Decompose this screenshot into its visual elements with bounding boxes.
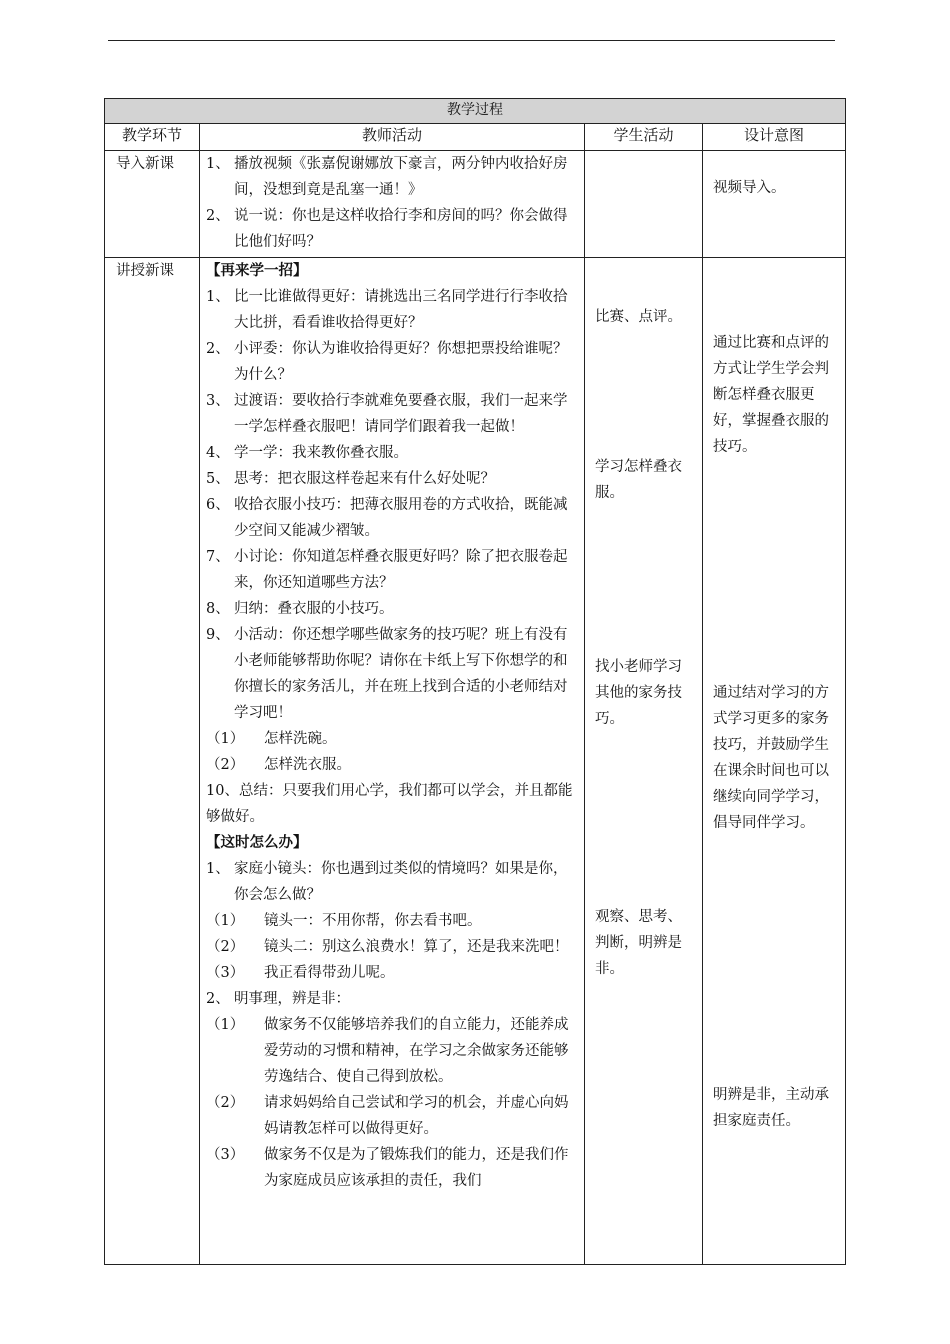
item-number: 8、 <box>206 601 230 617</box>
item-number: 3、 <box>206 393 230 409</box>
item-text: 做家务不仅能够培养我们的自立能力，还能养成爱劳动的习惯和精神，在学习之余做家务还能够劳逸结合、使自己得到放松。 <box>264 1017 569 1085</box>
item-text: 小讨论：你知道怎样叠衣服更好吗？除了把衣服卷起来，你还知道哪些方法？ <box>234 549 568 591</box>
item-text: 明事理，辨是非： <box>234 991 350 1007</box>
section-heading: 【再来学一招】 <box>206 262 308 279</box>
sub-list-item <box>206 752 578 778</box>
intent-note: 明辨是非，主动承担家庭责任。 <box>713 1087 829 1129</box>
list-item <box>206 986 578 1012</box>
header-design-intent: 设计意图 <box>703 124 846 151</box>
student-activity-lesson <box>585 258 703 1265</box>
item-text: 比一比谁做得更好：请挑选出三名同学进行行李收拾大比拼，看看谁收拾得更好？ <box>234 289 568 331</box>
item-number: 2、 <box>206 991 230 1007</box>
intent-note: 通过结对学习的方式学习更多的家务技巧，并鼓励学生在课余时间也可以继续向同学学习，倡导同伴学习。 <box>713 685 829 831</box>
stage-intro: 导入新课 <box>105 151 200 258</box>
item-number: 1、 <box>206 289 230 305</box>
list-item <box>206 203 578 255</box>
list-item <box>206 596 578 622</box>
item-number: 6、 <box>206 497 230 513</box>
list-item <box>206 544 578 596</box>
item-number: 1、 <box>206 156 230 172</box>
design-intent-lesson <box>703 258 846 1265</box>
item-number: 7、 <box>206 549 230 565</box>
stage-lesson: 讲授新课 <box>105 258 200 1265</box>
summary-text: 10、总结：只要我们用心学，我们都可以学会，并且都能够做好。 <box>206 783 573 825</box>
item-number: 1、 <box>206 861 230 877</box>
list-item <box>206 856 578 908</box>
table-title: 教学过程 <box>105 99 846 124</box>
list-item <box>206 284 578 336</box>
item-number: （3） <box>206 1147 245 1163</box>
item-number: 2、 <box>206 208 230 224</box>
item-text: 怎样洗衣服。 <box>264 757 351 773</box>
item-text: 过渡语：要收拾行李就难免要叠衣服，我们一起来学一学怎样叠衣服吧！请同学们跟着我一起做！ <box>234 393 568 435</box>
design-intent-intro <box>703 151 846 258</box>
header-stage: 教学环节 <box>105 124 200 151</box>
item-number: （1） <box>206 731 245 747</box>
table-row-intro <box>105 151 846 258</box>
list-item <box>206 336 578 388</box>
sub-list-item <box>206 1142 578 1194</box>
item-number: （1） <box>206 1017 245 1033</box>
teacher-activity-lesson <box>200 258 585 1265</box>
item-text: 小活动：你还想学哪些做家务的技巧呢？班上有没有小老师能够帮助你呢？请你在卡纸上写下你想学的和你擅长的家务活儿，并在班上找到合适的小老师结对学习吧！ <box>234 627 568 721</box>
sub-list-item <box>206 960 578 986</box>
item-number: （2） <box>206 939 245 955</box>
item-text: 镜头一：不用你帮，你去看书吧。 <box>264 913 482 929</box>
sub-list-item <box>206 726 578 752</box>
list-item <box>206 466 578 492</box>
item-text: 家庭小镜头：你也遇到过类似的情境吗？如果是你，你会怎么做？ <box>234 861 568 903</box>
list-item <box>206 440 578 466</box>
student-note: 比赛、点评。 <box>595 309 682 325</box>
item-number: 9、 <box>206 627 230 643</box>
sub-list-item <box>206 1012 578 1090</box>
list-item <box>206 492 578 544</box>
teacher-activity-intro <box>200 151 585 258</box>
item-text: 学一学：我来教你叠衣服。 <box>234 445 408 461</box>
section-heading: 【这时怎么办】 <box>206 834 308 851</box>
item-number: （2） <box>206 1095 245 1111</box>
item-text: 说一说：你也是这样收拾行李和房间的吗？你会做得比他们好吗？ <box>234 208 568 250</box>
teaching-process-table <box>104 98 846 1265</box>
intent-note: 通过比赛和点评的方式让学生学会判断怎样叠衣服更好，掌握叠衣服的技巧。 <box>713 335 829 455</box>
item-number: 2、 <box>206 341 230 357</box>
intent-note: 视频导入。 <box>713 180 786 196</box>
item-text: 收拾衣服小技巧：把薄衣服用卷的方式收拾，既能减少空间又能减少褶皱。 <box>234 497 568 539</box>
student-note: 观察、思考、判断，明辨是非。 <box>595 909 682 977</box>
student-note: 学习怎样叠衣服。 <box>595 459 682 501</box>
list-item <box>206 622 578 726</box>
table-row-lesson <box>105 258 846 1265</box>
item-text: 思考：把衣服这样卷起来有什么好处呢？ <box>234 471 495 487</box>
list-item <box>206 388 578 440</box>
item-text: 播放视频《张嘉倪谢娜放下豪言，两分钟内收拾好房间，没想到竟是乱塞一通！》 <box>234 156 568 198</box>
sub-list-item <box>206 1090 578 1142</box>
item-text: 请求妈妈给自己尝试和学习的机会，并虚心向妈妈请教怎样可以做得更好。 <box>264 1095 569 1137</box>
item-number: 5、 <box>206 471 230 487</box>
item-number: （2） <box>206 757 245 773</box>
item-text: 怎样洗碗。 <box>264 731 337 747</box>
list-item <box>206 151 578 203</box>
item-text: 做家务不仅是为了锻炼我们的能力，还是我们作为家庭成员应该承担的责任，我们 <box>264 1147 569 1189</box>
sub-list-item <box>206 908 578 934</box>
item-number: （1） <box>206 913 245 929</box>
header-teacher-activity: 教师活动 <box>200 124 585 151</box>
header-student-activity: 学生活动 <box>585 124 703 151</box>
header-rule <box>108 40 835 41</box>
item-number: 4、 <box>206 445 230 461</box>
item-number: （3） <box>206 965 245 981</box>
student-activity-intro <box>585 151 703 258</box>
item-text: 我正看得带劲儿呢。 <box>264 965 395 981</box>
student-note: 找小老师学习其他的家务技巧。 <box>595 659 682 727</box>
item-text: 归纳：叠衣服的小技巧。 <box>234 601 394 617</box>
item-text: 镜头二：别这么浪费水！算了，还是我来洗吧！ <box>264 939 569 955</box>
item-text: 小评委：你认为谁收拾得更好？你想把票投给谁呢？为什么？ <box>234 341 568 383</box>
sub-list-item <box>206 934 578 960</box>
